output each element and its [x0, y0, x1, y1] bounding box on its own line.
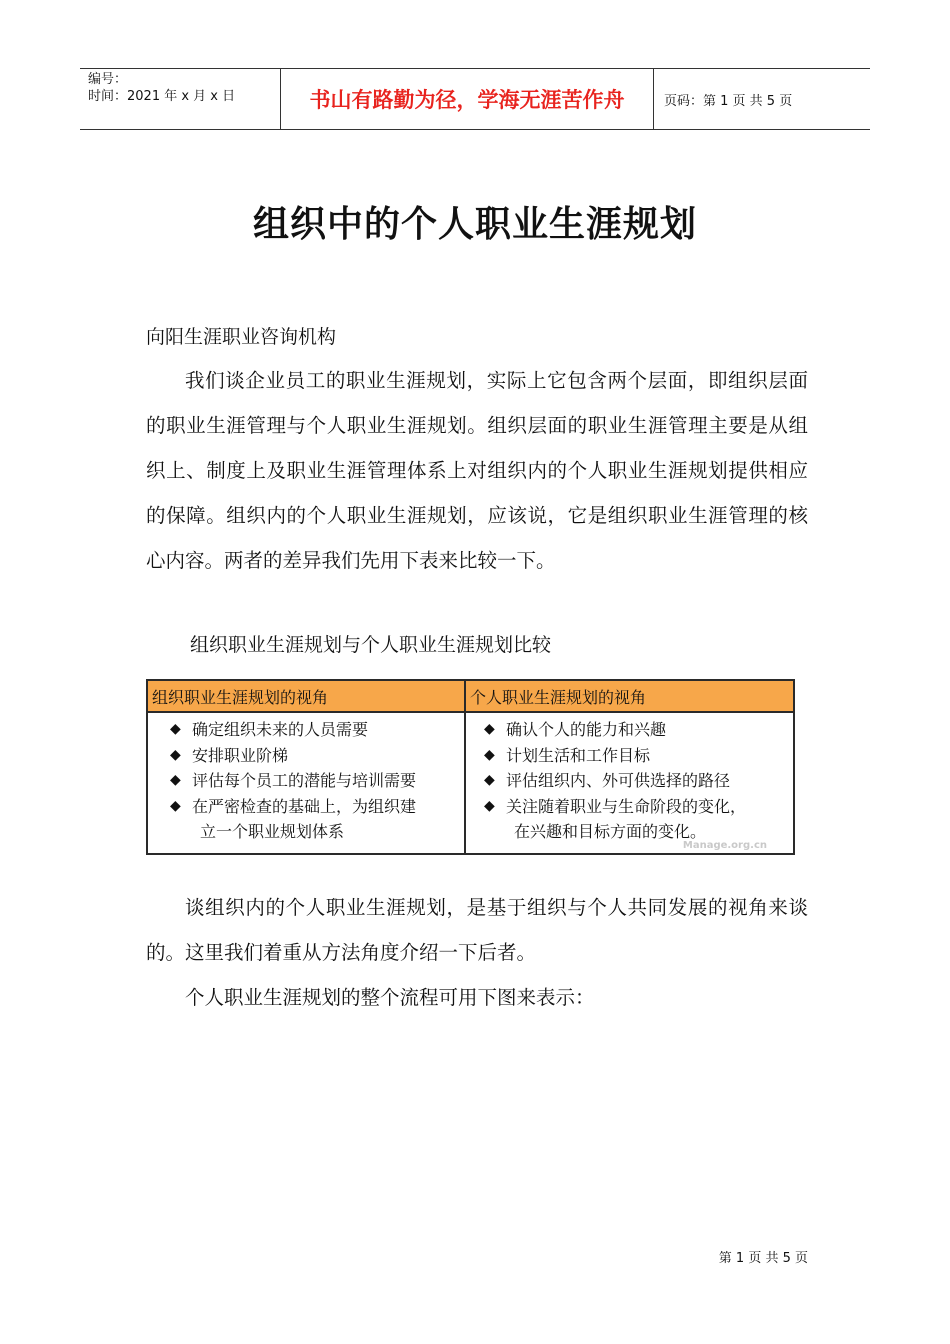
- flow-intro-paragraph: 个人职业生涯规划的整个流程可用下图来表示：: [185, 986, 595, 1009]
- list-item: ◆ 评估每个员工的潜能与培训需要: [170, 768, 464, 794]
- document-title: 组织中的个人职业生涯规划: [252, 204, 697, 245]
- number-label: 编号：: [88, 72, 128, 87]
- personal-column: [466, 713, 793, 853]
- diamond-bullet-icon: ◆: [484, 797, 495, 814]
- comparison-table: [146, 679, 795, 855]
- header-meta: [80, 69, 281, 129]
- diamond-bullet-icon: ◆: [170, 721, 181, 737]
- table-header-row: [148, 681, 793, 713]
- diamond-bullet-icon: ◆: [484, 721, 495, 737]
- page-header: [80, 68, 870, 130]
- after-table-paragraph: 谈组织内的个人职业生涯规划，是基于组织与个人共同发展的视角来谈的。这里我们着重从方法角度介绍一下后者。: [146, 896, 808, 964]
- list-item: ◆ 计划生活和工作目标: [484, 743, 793, 769]
- diamond-bullet-icon: ◆: [484, 772, 495, 788]
- diamond-bullet-icon: ◆: [170, 746, 181, 763]
- list-item: ◆ 安排职业阶梯: [170, 743, 464, 769]
- diamond-bullet-icon: ◆: [170, 772, 181, 788]
- list-item: ◆ 确定组织未来的人员需要: [170, 717, 464, 743]
- list-item: ◆ 在严密检查的基础上，为组织建: [170, 794, 464, 820]
- page-footer: 第 1 页 共 5 页: [718, 1251, 808, 1266]
- header-motto: 书山有路勤为径，学海无涯苦作舟: [281, 69, 654, 129]
- watermark: Manage.org.cn: [682, 840, 767, 851]
- table-body: [148, 713, 793, 853]
- list-item: ◆ 关注随着职业与生命阶段的变化，: [484, 794, 793, 820]
- header-page-info: 页码：第 1 页 共 5 页: [664, 93, 793, 109]
- diamond-bullet-icon: ◆: [484, 746, 495, 763]
- table-header-org: 组织职业生涯规划的视角: [148, 681, 466, 711]
- org-column: [148, 713, 466, 853]
- intro-paragraph: 我们谈企业员工的职业生涯规划，实际上它包含两个层面，即组织层面的职业生涯管理与个人职业生涯规划。组织层面的职业生涯管理主要是从组织上、制度上及职业生涯管理体系上对组织内的个人职业生涯规划提供相应的保障。组织内的个人职业生涯规划，应该说，它是组织职业生涯管理的核心内容。两者的差异我们先用下表来比较一下。: [146, 369, 808, 572]
- table-caption: 组织职业生涯规划与个人职业生涯规划比较: [190, 634, 552, 656]
- table-header-personal: 个人职业生涯规划的视角: [470, 687, 647, 707]
- time-label: 时间：2021 年 x 月 x 日: [88, 89, 236, 104]
- list-item-continuation: 立一个职业规划体系: [200, 822, 345, 841]
- list-item: ◆ 确认个人的能力和兴趣: [484, 717, 793, 743]
- list-item: ◆ 评估组织内、外可供选择的路径: [484, 768, 793, 794]
- diamond-bullet-icon: ◆: [170, 797, 181, 814]
- list-item-continuation: 在兴趣和目标方面的变化。: [514, 822, 707, 841]
- organization-name: 向阳生涯职业咨询机构: [146, 326, 337, 348]
